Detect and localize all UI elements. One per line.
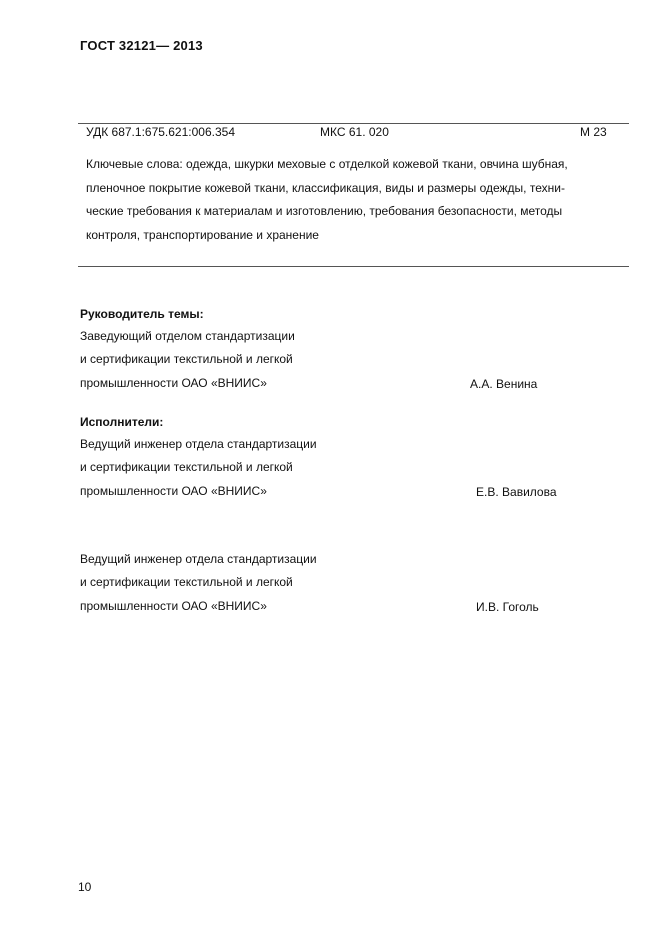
executor-position-line: и сертификации текстильной и легкой [80,575,293,590]
keywords-line: ческие требования к материалам и изготовлению, требования безопасности, методы [86,204,563,218]
leader-position [80,325,295,395]
executor-name: Е.В. Вавилова [476,485,557,499]
m-code: М 23 [580,125,607,139]
executor-name: И.В. Гоголь [476,600,539,614]
leader-name: А.А. Венина [470,377,538,391]
keywords-line: контроля, транспортирование и хранение [86,227,319,242]
executor-position [80,433,317,503]
executor-position-line: Ведущий инженер отдела стандартизации [80,552,317,566]
executor-position-line: Ведущий инженер отдела стандартизации [80,437,317,451]
executor-position-line: и сертификации текстильной и легкой [80,460,293,475]
udk-code: УДК 687.1:675.621:006.354 [86,125,235,139]
mks-code: МКС 61. 020 [320,125,389,139]
keywords-line: Ключевые слова: одежда, шкурки меховые с отделкой кожевой ткани, овчина шубная, [86,157,568,171]
leader-position-line: Заведующий отделом стандартизации [80,329,295,343]
keywords-paragraph [86,153,626,247]
executor-position-line: промышленности ОАО «ВНИИС» [80,598,267,613]
leader-position-line: и сертификации текстильной и легкой [80,352,293,367]
keywords-line: пленочное покрытие кожевой ткани, классификация, виды и размеры одежды, техни- [86,180,565,195]
leader-position-line: промышленности ОАО «ВНИИС» [80,375,267,390]
top-divider [78,123,629,124]
bottom-divider [78,266,629,267]
leader-heading: Руководитель темы: [80,307,204,321]
executors-heading: Исполнители: [80,415,164,429]
page-number: 10 [78,880,92,894]
executor-position-line: промышленности ОАО «ВНИИС» [80,483,267,498]
executor-position [80,548,317,618]
document-standard-number: ГОСТ 32121— 2013 [80,38,203,53]
